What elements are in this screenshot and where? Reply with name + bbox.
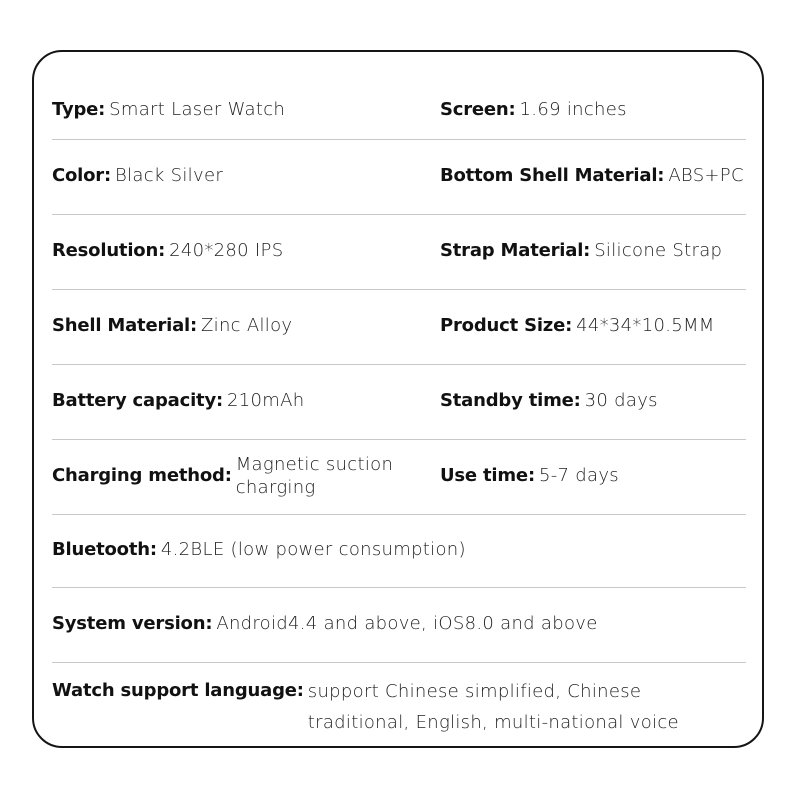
spec-row: [52, 439, 746, 515]
spec-color: [52, 139, 427, 214]
spec-screen: [440, 82, 746, 139]
spec-row: [52, 662, 746, 742]
spec-use-time: [440, 439, 746, 514]
spec-value: 30 days: [584, 390, 658, 412]
spec-label: Color:: [52, 165, 111, 187]
spec-label: Resolution:: [52, 240, 166, 262]
spec-value: ABS+PC: [668, 165, 744, 187]
spec-label: Battery capacity:: [52, 390, 223, 412]
spec-label: Standby time:: [440, 390, 581, 412]
spec-language: [52, 662, 746, 742]
spec-label: Bluetooth:: [52, 539, 157, 561]
spec-row: [52, 289, 746, 365]
spec-value: support Chinese simplified, Chinese traditional, English, multi-national voice: [307, 681, 679, 733]
spec-value: 210mAh: [226, 390, 305, 412]
spec-system-version: [52, 587, 746, 662]
spec-value: Black Silver: [115, 165, 224, 187]
spec-standby: [440, 364, 746, 439]
spec-label: Use time:: [440, 465, 535, 487]
spec-label: Shell Material:: [52, 315, 198, 337]
spec-label: Type:: [52, 99, 106, 121]
spec-value: 4.2BLE (low power consumption): [160, 539, 466, 561]
spec-bluetooth: [52, 514, 746, 587]
spec-battery: [52, 364, 427, 439]
spec-row: [52, 514, 746, 588]
spec-row: [52, 82, 746, 140]
spec-label: Charging method:: [52, 465, 232, 487]
spec-card: [32, 50, 764, 748]
spec-value: 1.69 inches: [519, 99, 627, 121]
spec-label: Strap Material:: [440, 240, 591, 262]
spec-resolution: [52, 214, 427, 289]
spec-value: Zinc Alloy: [201, 315, 293, 337]
spec-label: Screen:: [440, 99, 516, 121]
spec-value: Smart Laser Watch: [109, 99, 286, 121]
spec-label: Product Size:: [440, 315, 573, 337]
spec-shell-material: [52, 289, 427, 364]
spec-value: Android4.4 and above, iOS8.0 and above: [216, 613, 598, 635]
spec-label: Watch support language:: [52, 680, 304, 701]
spec-product-size: [440, 289, 746, 364]
spec-row: [52, 214, 746, 290]
spec-row: [52, 587, 746, 663]
spec-row: [52, 364, 746, 440]
spec-value: Silicone Strap: [594, 240, 723, 262]
spec-type: [52, 82, 427, 139]
spec-bottom-shell: [440, 139, 746, 214]
spec-charging: [52, 439, 427, 514]
spec-value: 240*280 IPS: [169, 240, 284, 262]
spec-value: 5-7 days: [538, 465, 619, 487]
spec-label: System version:: [52, 613, 213, 635]
spec-label: Bottom Shell Material:: [440, 165, 665, 187]
spec-value: 44*34*10.5MM: [576, 315, 715, 337]
spec-strap: [440, 214, 746, 289]
spec-value: Magnetic suction charging: [235, 454, 394, 498]
spec-row: [52, 139, 746, 215]
